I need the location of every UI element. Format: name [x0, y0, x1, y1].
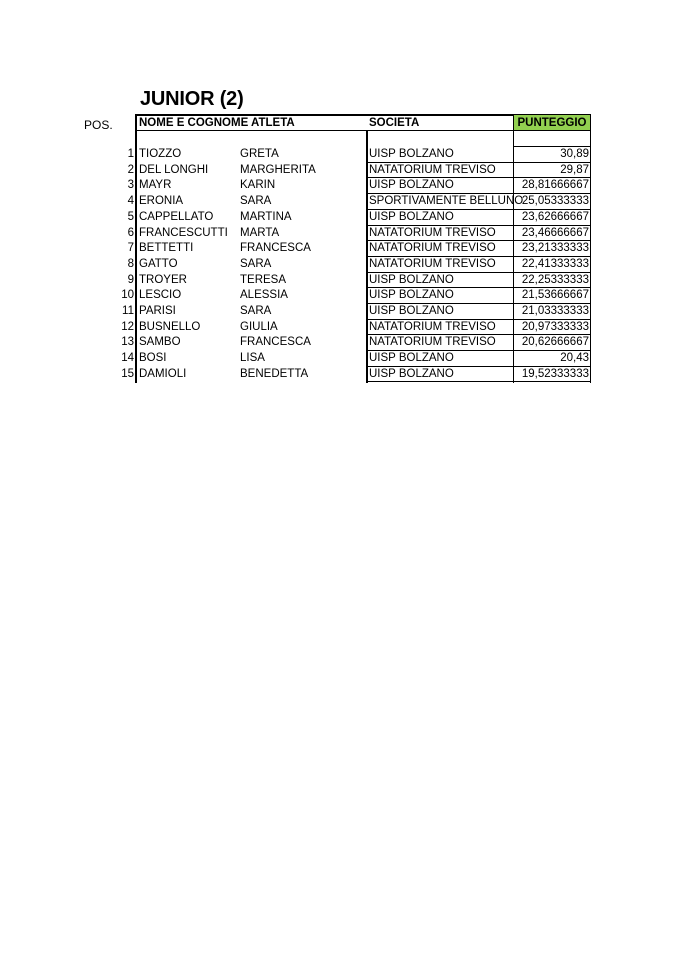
row-position: 9: [127, 273, 134, 286]
row-firstname: FRANCESCA: [240, 336, 311, 349]
pos-column-label: POS.: [84, 118, 113, 132]
row-society: UISP BOLZANO: [369, 305, 454, 317]
row-surname: DEL LONGHI: [139, 163, 209, 176]
header-top-border: [135, 114, 514, 116]
row-firstname: GIULIA: [240, 320, 278, 333]
score-row-separator: [513, 381, 591, 382]
row-score: 20,97333333: [521, 320, 589, 333]
society-row-separator: [368, 381, 513, 382]
row-surname: DAMIOLI: [139, 367, 187, 380]
row-position: 7: [127, 242, 134, 255]
row-surname: BOSI: [139, 352, 167, 365]
row-score: 25,05333333: [521, 195, 589, 208]
header-society: SOCIETA: [369, 117, 420, 129]
row-score: 20,43: [560, 352, 589, 365]
row-society: NATATORIUM TREVISO: [369, 242, 496, 255]
row-score: 22,25333333: [521, 273, 589, 286]
row-firstname: SARA: [240, 195, 272, 208]
row-position: 1: [127, 148, 134, 160]
row-firstname: MARTA: [240, 226, 280, 239]
row-surname: SAMBO: [139, 336, 181, 349]
row-society: SPORTIVAMENTE BELLUNO: [369, 195, 524, 208]
row-society: NATATORIUM TREVISO: [369, 163, 496, 176]
row-surname: BETTETTI: [139, 242, 194, 255]
row-society: UISP BOLZANO: [369, 210, 454, 223]
row-firstname: FRANCESCA: [240, 242, 311, 255]
row-firstname: MARTINA: [240, 210, 292, 223]
name-column-left-border: [135, 114, 137, 383]
row-score: 23,21333333: [521, 242, 589, 255]
row-score: 23,62666667: [521, 210, 589, 223]
row-position: 12: [121, 320, 134, 333]
row-score: 23,46666667: [521, 226, 589, 239]
header-bottom-border: [135, 130, 514, 131]
row-score: 29,87: [560, 163, 589, 176]
row-surname: PARISI: [139, 305, 176, 317]
row-society: NATATORIUM TREVISO: [369, 257, 496, 270]
row-society: UISP BOLZANO: [369, 148, 454, 160]
row-position: 3: [127, 179, 134, 192]
row-society: UISP BOLZANO: [369, 179, 454, 192]
page-title: JUNIOR (2): [140, 88, 244, 110]
row-society: UISP BOLZANO: [369, 367, 454, 380]
row-position: 13: [121, 336, 134, 349]
row-position: 5: [127, 210, 134, 223]
row-society: UISP BOLZANO: [369, 273, 454, 286]
row-position: 11: [122, 305, 134, 317]
row-surname: MAYR: [139, 179, 172, 192]
row-firstname: SARA: [240, 257, 272, 270]
header-name: NOME E COGNOME ATLETA: [139, 117, 295, 129]
row-position: 15: [121, 367, 134, 380]
score-header-box-lower: [513, 130, 591, 131]
row-surname: LESCIO: [139, 289, 182, 302]
row-firstname: BENEDETTA: [240, 367, 309, 380]
row-score: 19,52333333: [521, 367, 589, 380]
header-score: PUNTEGGIO: [513, 114, 591, 131]
row-surname: BUSNELLO: [139, 320, 201, 333]
row-firstname: LISA: [240, 352, 265, 365]
row-firstname: TERESA: [240, 273, 287, 286]
row-firstname: SARA: [240, 305, 272, 317]
row-surname: GATTO: [139, 257, 178, 270]
row-society: NATATORIUM TREVISO: [369, 336, 496, 349]
row-surname: TIOZZO: [139, 148, 182, 160]
row-position: 2: [127, 163, 134, 176]
row-surname: CAPPELLATO: [139, 210, 214, 223]
row-score: 21,53666667: [521, 289, 589, 302]
row-firstname: MARGHERITA: [240, 163, 316, 176]
row-score: 21,03333333: [521, 305, 589, 317]
row-society: NATATORIUM TREVISO: [369, 226, 496, 239]
row-position: 14: [121, 352, 134, 365]
row-position: 10: [121, 289, 134, 302]
row-score: 30,89: [560, 148, 589, 160]
row-score: 20,62666667: [521, 336, 589, 349]
row-society: UISP BOLZANO: [369, 352, 454, 365]
row-society: UISP BOLZANO: [369, 289, 454, 302]
row-firstname: KARIN: [240, 179, 276, 192]
row-position: 6: [127, 226, 134, 239]
row-surname: TROYER: [139, 273, 187, 286]
row-position: 4: [127, 195, 134, 208]
row-surname: FRANCESCUTTI: [139, 226, 228, 239]
row-society: NATATORIUM TREVISO: [369, 320, 496, 333]
row-position: 8: [127, 257, 134, 270]
row-score: 28,81666667: [521, 179, 589, 192]
row-surname: ERONIA: [139, 195, 184, 208]
row-firstname: GRETA: [240, 148, 279, 160]
row-score: 22,41333333: [521, 257, 589, 270]
row-firstname: ALESSIA: [240, 289, 288, 302]
